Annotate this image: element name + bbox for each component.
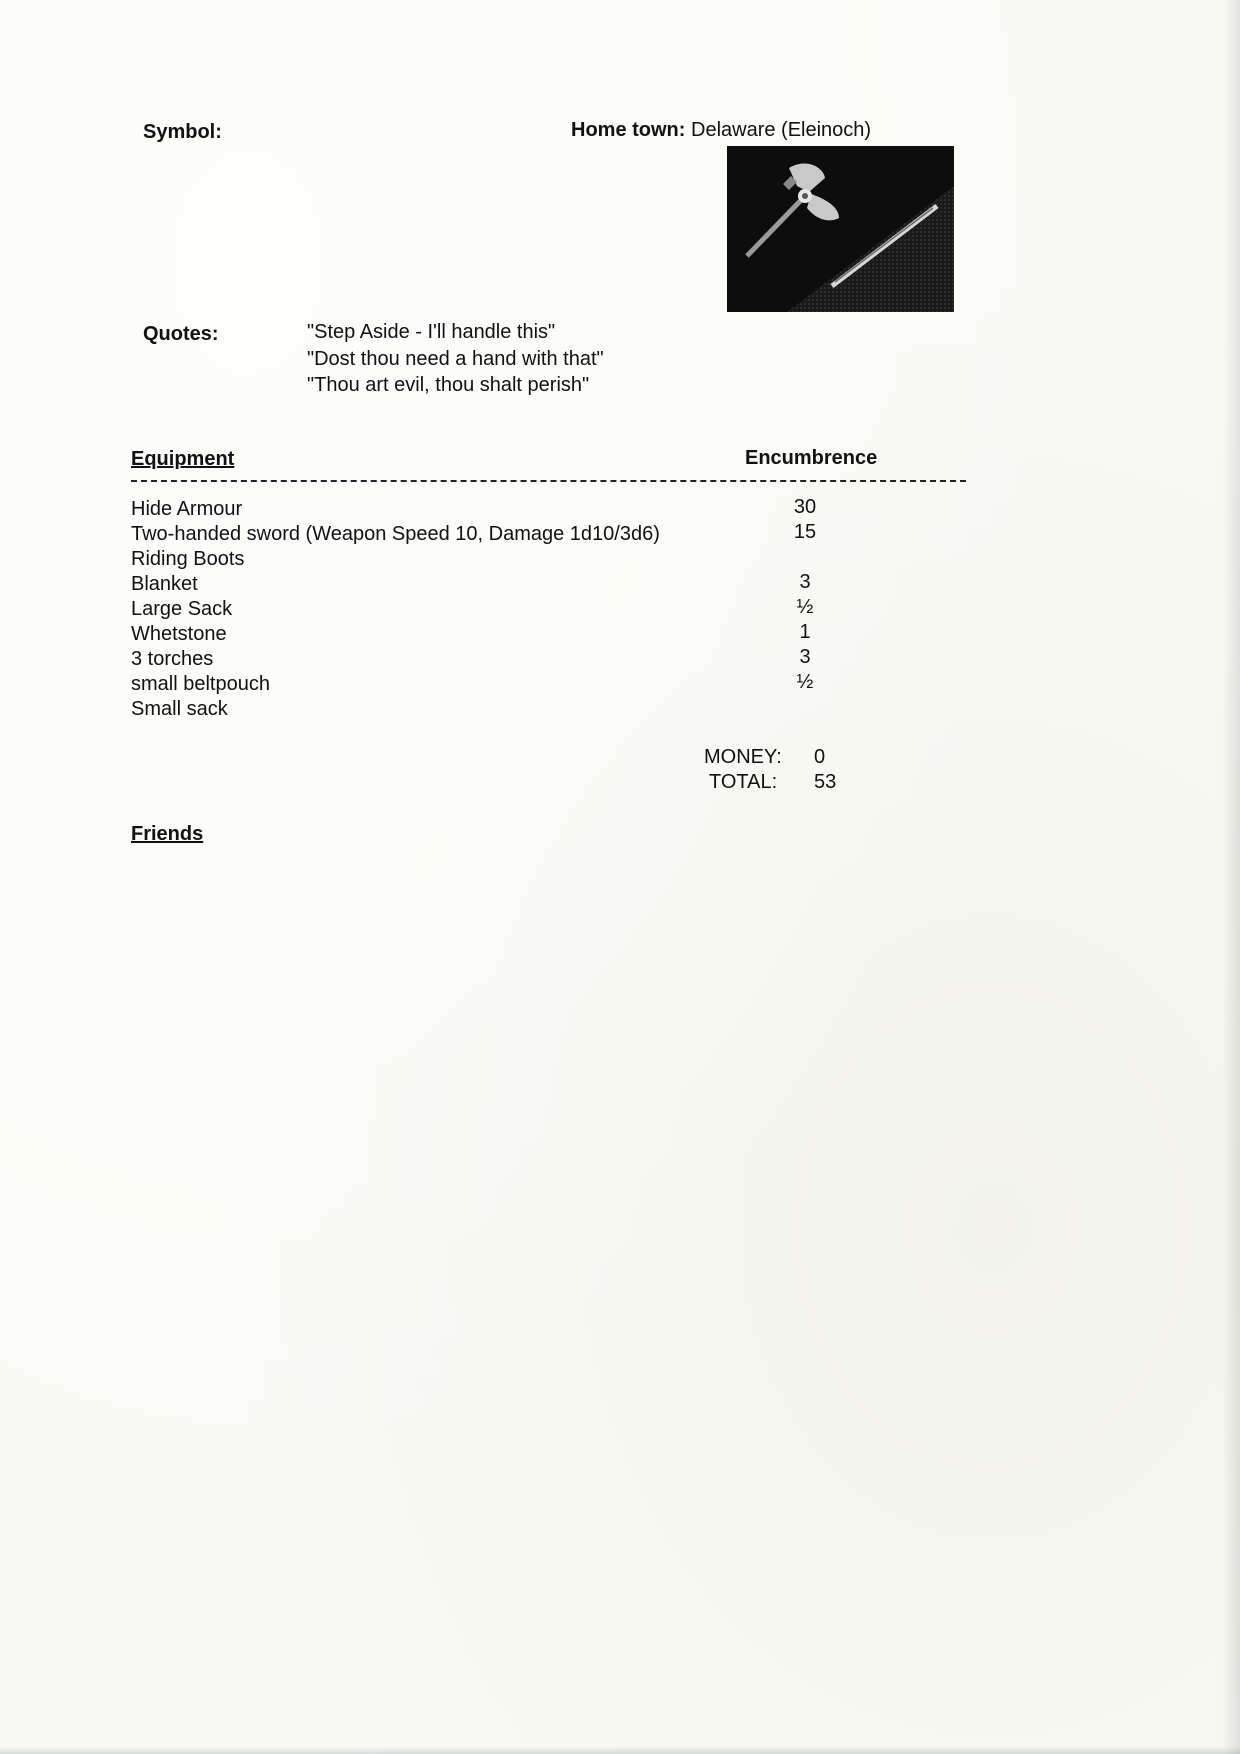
symbol-label: Symbol: (143, 121, 222, 143)
axe-and-sword-emblem-icon (727, 146, 954, 312)
encumbrance-heading: Encumbrence (745, 447, 878, 469)
quotes-label: Quotes: (143, 323, 219, 345)
equipment-item: Whetstone (131, 623, 227, 645)
money-value: 0 (814, 746, 826, 768)
money-label: MONEY: (704, 746, 782, 768)
encumbrance-value: 15 (793, 521, 817, 543)
equipment-heading: Equipment (131, 448, 235, 470)
encumbrance-value: 3 (799, 646, 811, 668)
equipment-item: Large Sack (131, 598, 233, 620)
dashed-divider (131, 480, 966, 482)
total-label: TOTAL: (709, 771, 778, 793)
equipment-item: 3 torches (131, 648, 214, 670)
hometown-value: Delaware (Eleinoch) (691, 119, 872, 141)
friends-heading: Friends (131, 823, 204, 845)
equipment-item: Hide Armour (131, 498, 243, 520)
hometown-label: Home town: (571, 119, 686, 141)
encumbrance-value: ½ (796, 671, 814, 693)
quote-line: "Step Aside - I'll handle this" (307, 321, 556, 343)
page-edge-shadow (1222, 0, 1240, 1754)
encumbrance-value: 3 (799, 571, 811, 593)
equipment-item: Two-handed sword (Weapon Speed 10, Damage 1d10/3d6) (131, 523, 660, 545)
total-value: 53 (814, 771, 837, 793)
hometown-line (571, 119, 871, 142)
encumbrance-value: 1 (799, 621, 811, 643)
encumbrance-value: 30 (793, 496, 817, 518)
equipment-item: Small sack (131, 698, 228, 720)
equipment-item: Blanket (131, 573, 198, 595)
equipment-item: small beltpouch (131, 673, 270, 695)
quote-line: "Thou art evil, thou shalt perish" (307, 374, 590, 396)
quote-line: "Dost thou need a hand with that" (307, 348, 604, 370)
page-bottom-edge (0, 1746, 1240, 1754)
equipment-item: Riding Boots (131, 548, 245, 570)
encumbrance-value: ½ (796, 596, 814, 618)
